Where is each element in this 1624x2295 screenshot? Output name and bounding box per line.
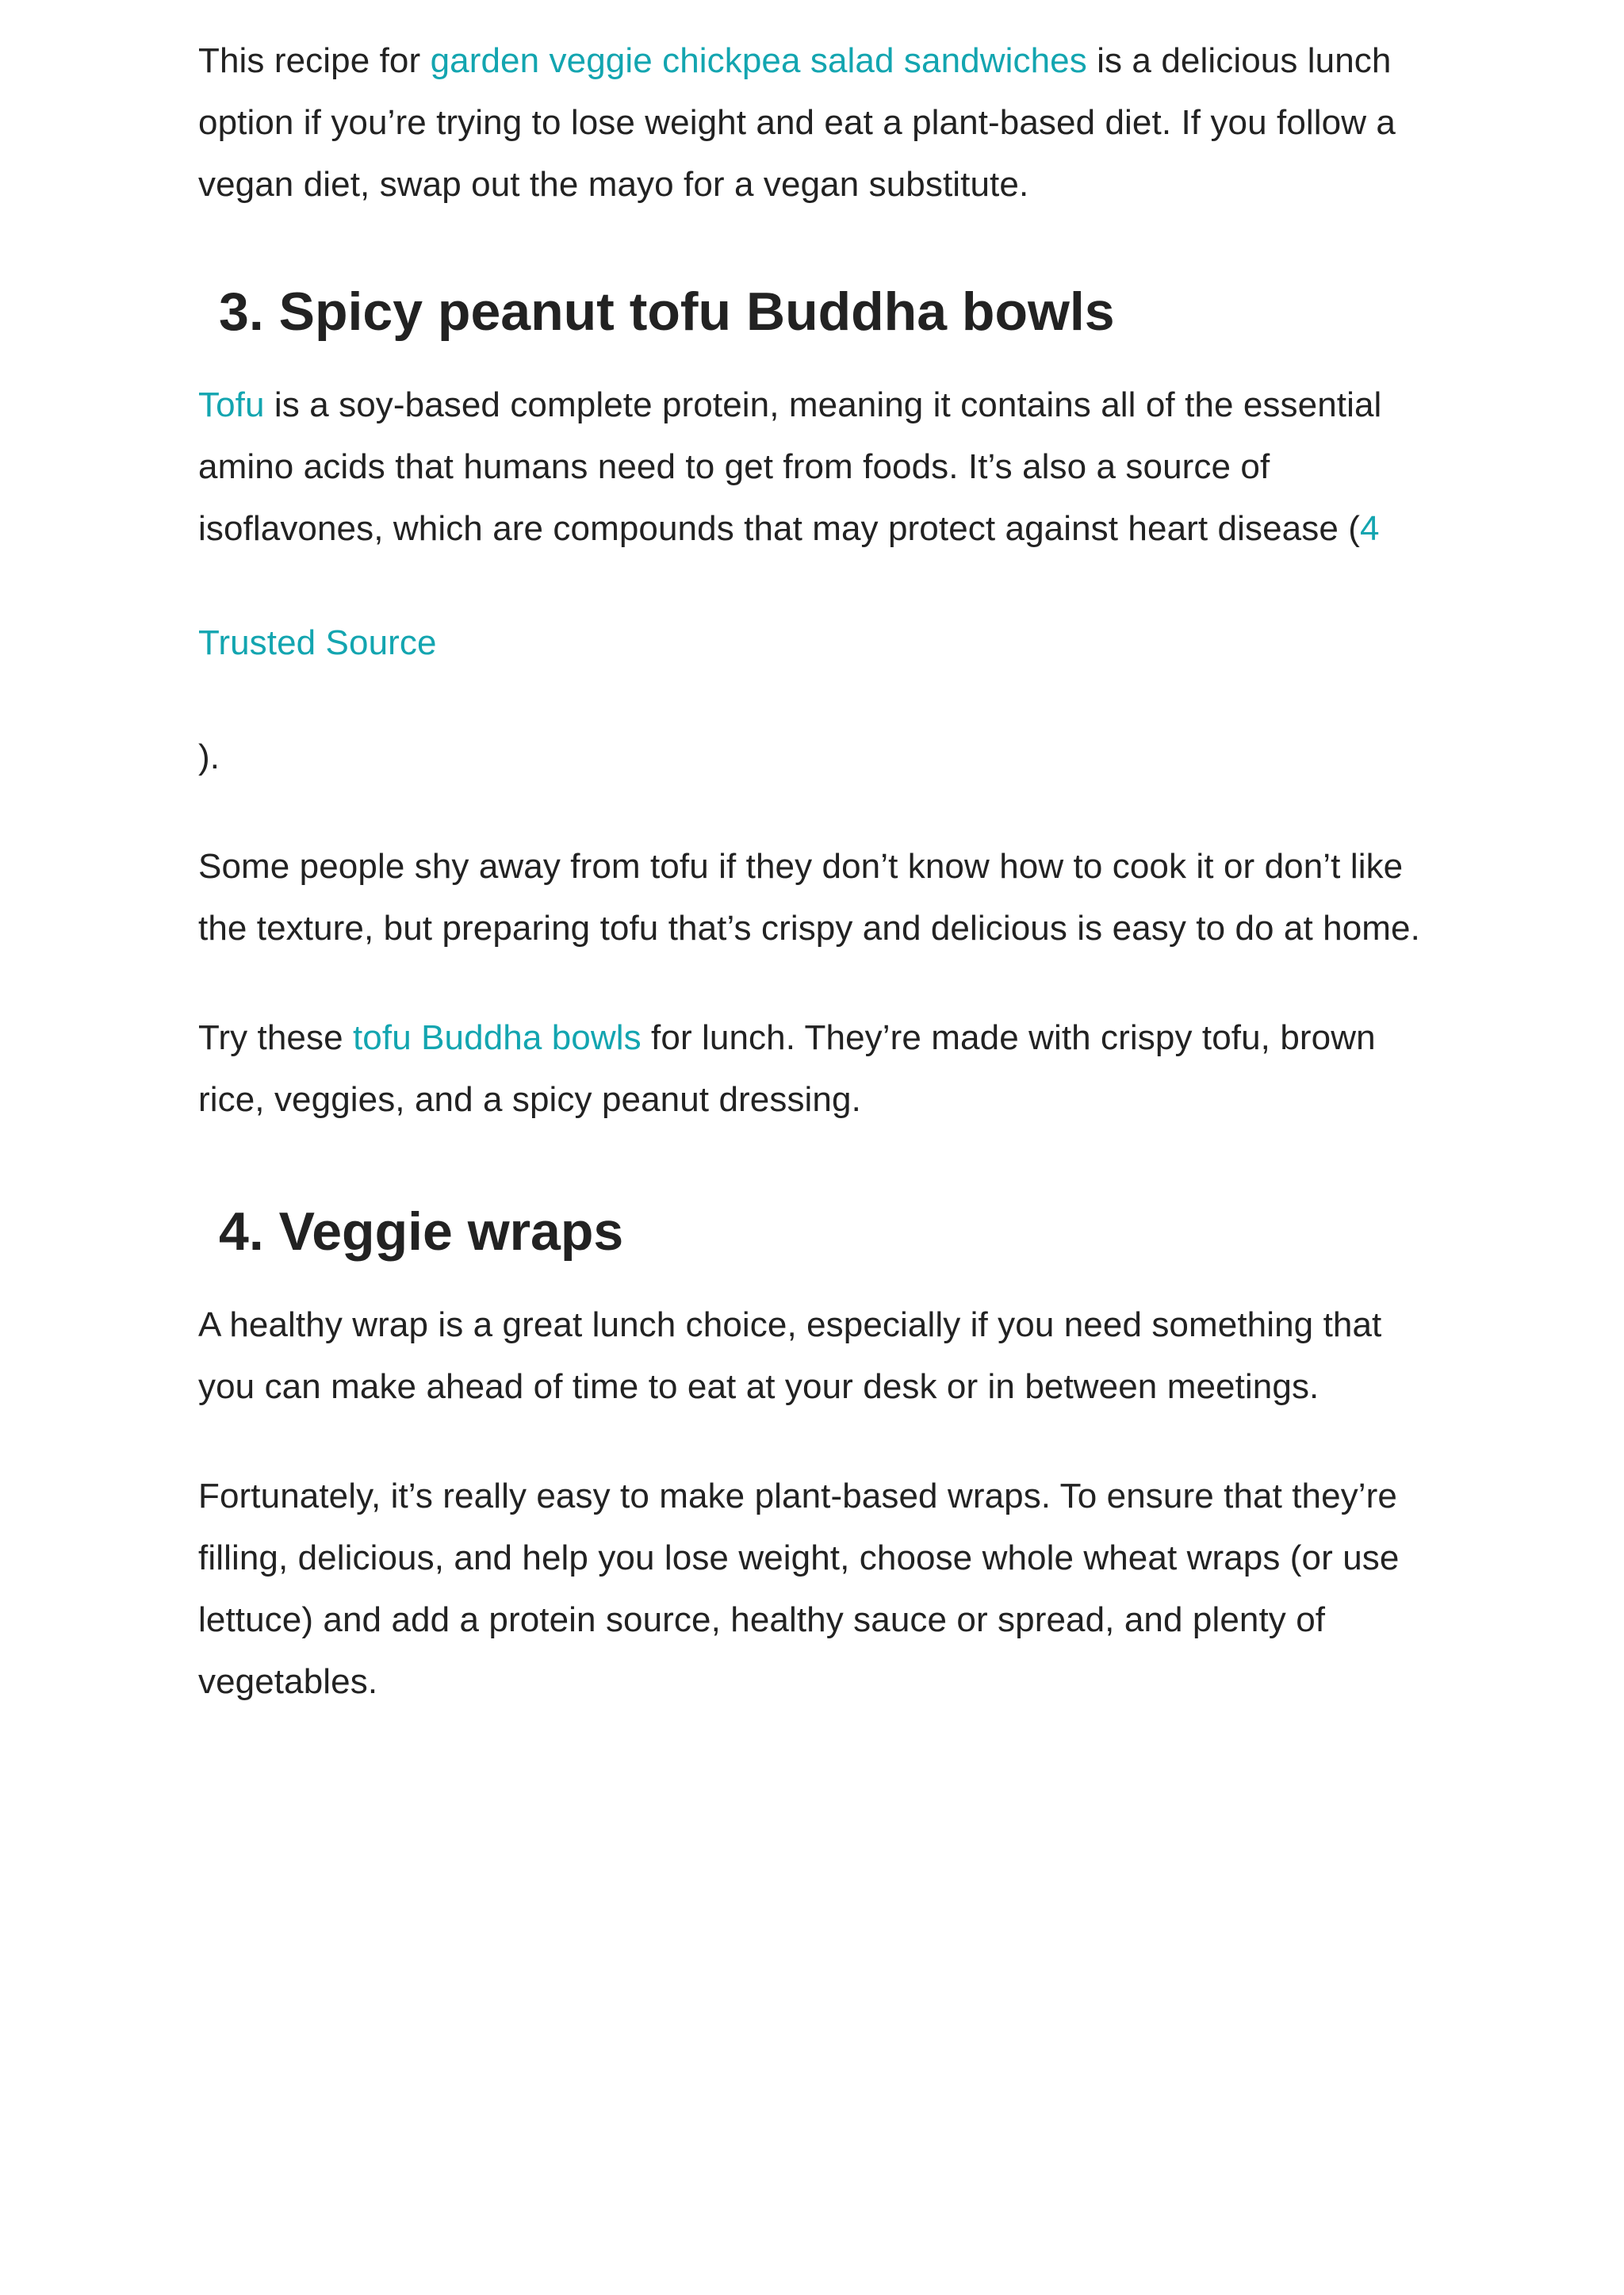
reference-4-link[interactable]: 4 — [1359, 509, 1380, 548]
section-3-heading: 3. Spicy peanut tofu Buddha bowls — [219, 282, 1115, 342]
tofu-paragraph-3-before: Try these — [198, 1018, 353, 1057]
trusted-source-line — [198, 612, 1435, 674]
reference-close: ). — [198, 738, 220, 776]
wraps-paragraph-2: Fortunately, it’s really easy to make plant-based wraps. To ensure that they’re filling, delicious, and help you lose weight, choose whole wheat wraps (or use lettuce) and add a protein source, healthy sauce or spread, and plenty of vegetables. — [198, 1477, 1400, 1701]
chickpea-sandwich-link[interactable]: garden veggie chickpea salad sandwiches — [430, 41, 1087, 80]
section-4-heading: 4. Veggie wraps — [219, 1201, 624, 1262]
tofu-paragraph-3 — [198, 1007, 1435, 1131]
intro-text-after: is a delicious lunch option if you’re trying to lose weight and eat a plant-based diet. If you follow a vegan diet, swap out the mayo for a vegan substitute. — [198, 41, 1396, 204]
tofu-link[interactable]: Tofu — [198, 385, 265, 424]
article-body — [198, 30, 1435, 1713]
tofu-paragraph-1 — [198, 374, 1435, 560]
trusted-source-link[interactable]: Trusted Source — [198, 623, 437, 662]
wraps-paragraph-1: A healthy wrap is a great lunch choice, especially if you need something that you can make ahead of time to eat at your desk or in between meetings. — [198, 1305, 1382, 1406]
intro-text-before: This recipe for — [198, 41, 431, 80]
tofu-paragraph-3-after: for lunch. They’re made with crispy tofu, brown rice, veggies, and a spicy peanut dressing. — [198, 1018, 1376, 1119]
tofu-paragraph-2: Some people shy away from tofu if they don’t know how to cook it or don’t like the texture, but preparing tofu that’s crispy and delicious is easy to do at home. — [198, 847, 1420, 948]
tofu-paragraph-1-text: is a soy-based complete protein, meaning it contains all of the essential amino acids that humans need to get from foods. It’s also a source of isoflavones, which are compounds that may protect against heart disease ( — [198, 385, 1382, 548]
intro-paragraph — [198, 30, 1435, 216]
tofu-buddha-bowls-link[interactable]: tofu Buddha bowls — [352, 1018, 642, 1057]
